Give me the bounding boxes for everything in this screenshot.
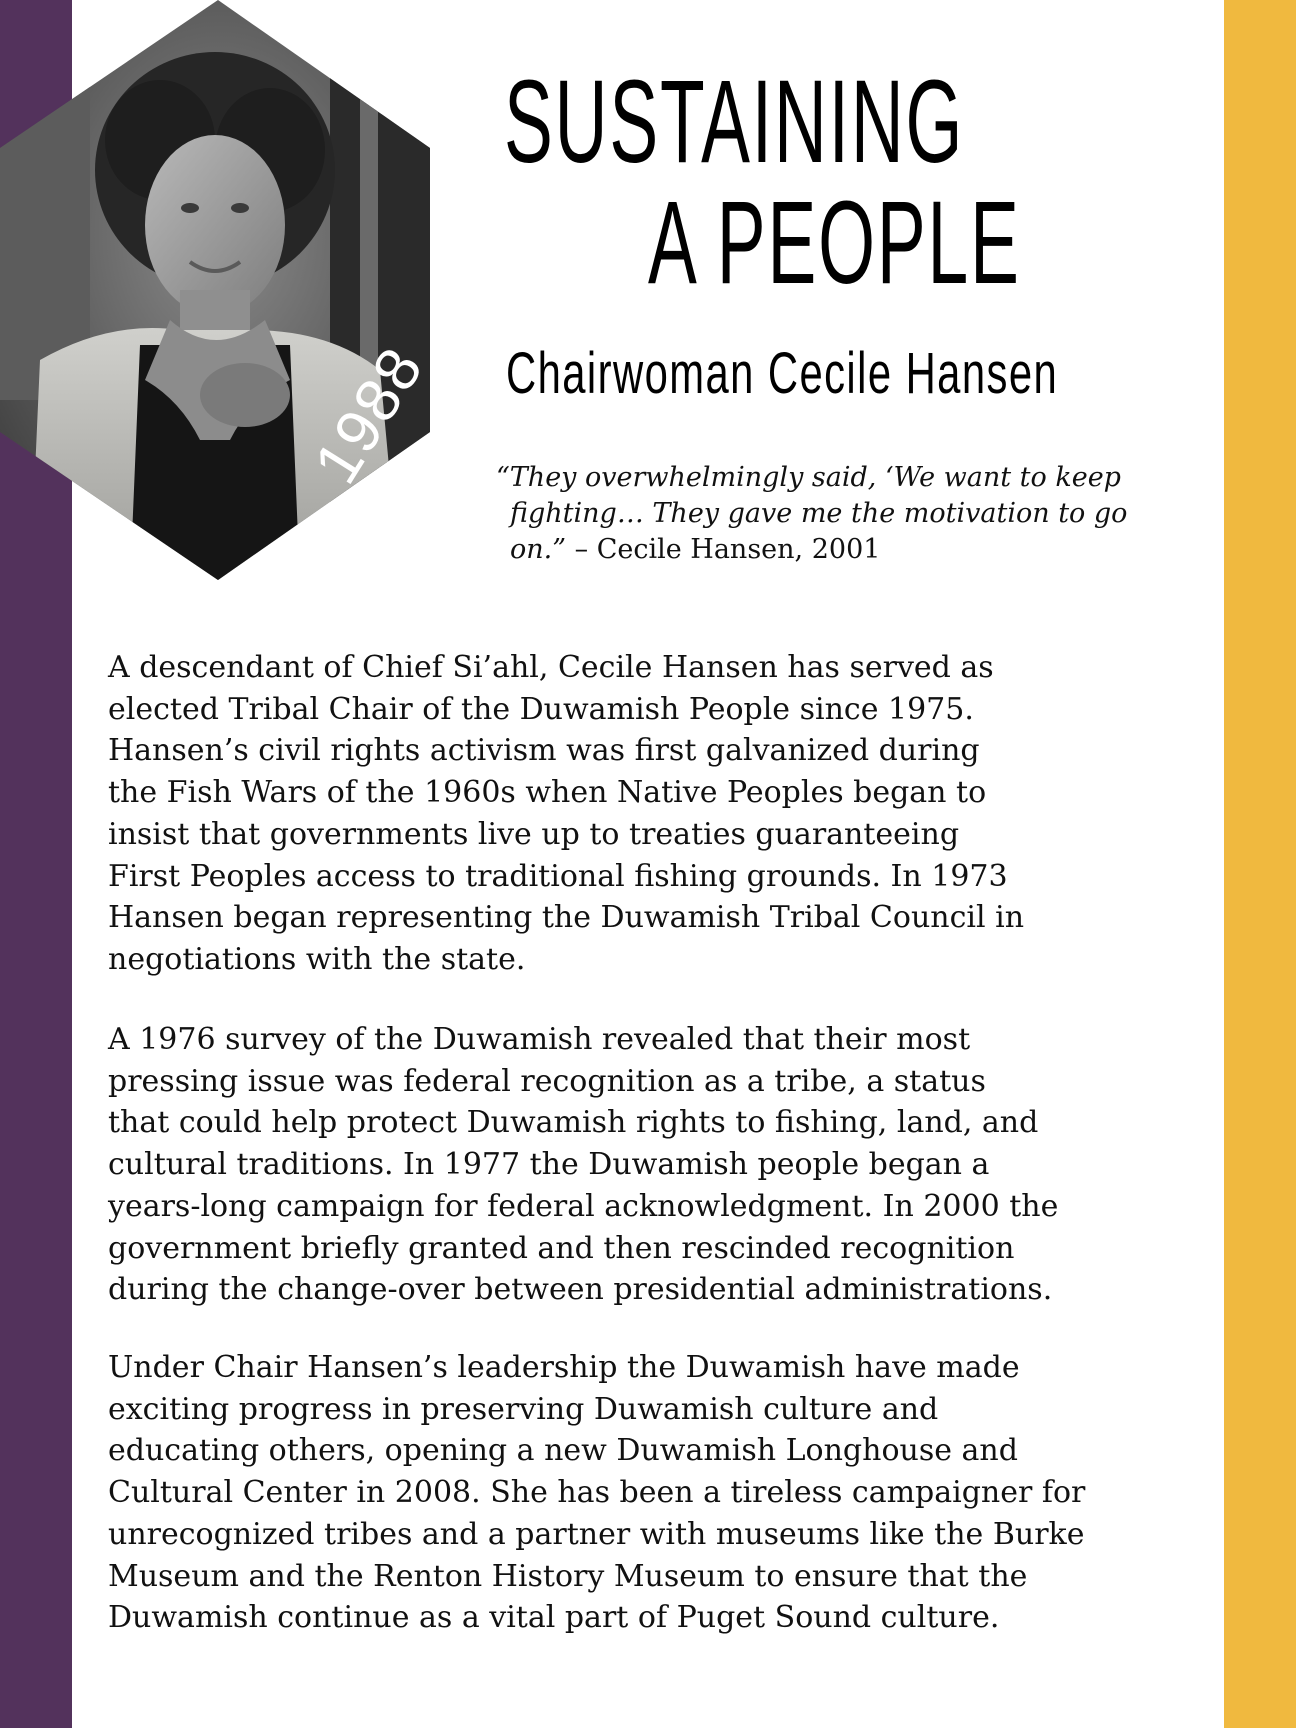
quote-attribution: – Cecile Hansen, 2001 xyxy=(566,534,881,565)
title-line-2: A PEOPLE xyxy=(648,177,1021,309)
title-line-1: SUSTAINING xyxy=(504,56,965,188)
paragraph-line: during the change-over between presidential administrations. xyxy=(108,1272,1053,1308)
paragraph-line: educating others, opening a new Duwamish Longhouse and xyxy=(108,1433,1018,1469)
paragraph-line: Hansen’s civil rights activism was first galvanized during xyxy=(108,733,980,769)
paragraph-line: that could help protect Duwamish rights to fishing, land, and xyxy=(108,1105,1039,1141)
paragraph-3 xyxy=(108,1347,1218,1639)
paragraph-line: Duwamish continue as a vital part of Puget Sound culture. xyxy=(108,1600,1000,1636)
paragraph-line: years-long campaign for federal acknowledgment. In 2000 the xyxy=(108,1188,1059,1224)
paragraph-line: exciting progress in preserving Duwamish culture and xyxy=(108,1391,939,1427)
paragraph-line: Museum and the Renton History Museum to ensure that the xyxy=(108,1558,1028,1594)
paragraph-line: cultural traditions. In 1977 the Duwamish people began a xyxy=(108,1147,990,1183)
portrait-photo xyxy=(0,0,440,585)
paragraph-1 xyxy=(108,647,1218,981)
photo-year: 1988 xyxy=(301,335,438,496)
quote-line-2: fighting… They gave me the motivation to go xyxy=(510,498,1128,529)
paragraph-line: Hansen began representing the Duwamish Tribal Council in xyxy=(108,900,1025,936)
right-color-band xyxy=(1224,0,1296,1728)
subtitle: Chairwoman Cecile Hansen xyxy=(506,341,1059,406)
paragraph-line: Cultural Center in 2008. She has been a tireless campaigner for xyxy=(108,1475,1086,1511)
quote-line-1: “They overwhelmingly said, ‘We want to keep xyxy=(496,462,1121,493)
paragraph-line: First Peoples access to traditional fishing grounds. In 1973 xyxy=(108,858,1008,894)
paragraph-line: pressing issue was federal recognition as a tribe, a status xyxy=(108,1063,986,1099)
paragraph-2 xyxy=(108,1019,1218,1311)
pull-quote xyxy=(496,460,1216,568)
paragraph-line: insist that governments live up to treaties guaranteeing xyxy=(108,816,960,852)
paragraph-line: A 1976 survey of the Duwamish revealed that their most xyxy=(108,1022,971,1057)
paragraph-line: government briefly granted and then rescinded recognition xyxy=(108,1230,1015,1266)
paragraph-line: the Fish Wars of the 1960s when Native Peoples began to xyxy=(108,775,987,811)
paragraph-line: Under Chair Hansen’s leadership the Duwamish have made xyxy=(108,1350,1020,1385)
paragraph-line: negotiations with the state. xyxy=(108,941,526,977)
paragraph-line: elected Tribal Chair of the Duwamish People since 1975. xyxy=(108,691,974,727)
paragraph-line: unrecognized tribes and a partner with museums like the Burke xyxy=(108,1516,1085,1552)
quote-line-3: on.” xyxy=(510,534,567,565)
paragraph-line: A descendant of Chief Si’ahl, Cecile Hansen has served as xyxy=(108,650,994,685)
